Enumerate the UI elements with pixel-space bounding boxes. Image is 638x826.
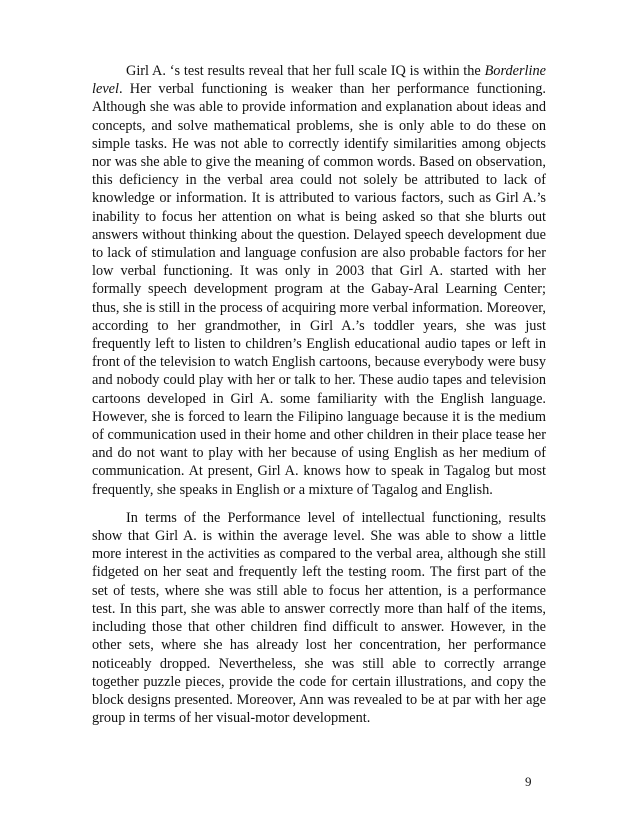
borderline-level-term: Borderline level bbox=[92, 63, 546, 98]
paragraph-1-body: . Her verbal functioning is weaker than her performance functioning. Although she was able to provide information and explanation about ideas and concepts, and solve mathematical problems, she is only able to do these on simple tasks. He was not able to correctly identify similarities among objects nor was she able to give the meaning of common words. Based on observation, this deficiency in the verbal area could not solely be attributed to lack of knowledge or information. It is attributed to various factors, such as Girl A.’s inability to focus her attention on what is being asked so that she blurts out answers without thinking about the question. Delayed speech development due to lack of stimulation and language confusion are also probable factors for her low verbal functioning. It was only in 2003 that Girl A. started with her formally speech development program at the Gabay-Aral Learning Center; thus, she is still in the process of acquiring more verbal information. Moreover, according to her grandmother, in Girl A.’s toddler years, she was just frequently left to listen to children’s English educational audio tapes or left in front of the television to watch English cartoons, because everybody were busy and nobody could play with her or talk to her. These audio tapes and television cartoons developed in Girl A. some familiarity with the English language. However, she is forced to learn the Filipino language because it is the medium of communication used in their home and other children in their place tease her and do not want to play with her because of using English as her medium of communication. At present, Girl A. knows how to speak in Tagalog but most frequently, she speaks in English or a mixture of Tagalog and English. bbox=[92, 81, 546, 498]
document-page bbox=[92, 62, 546, 727]
page-number: 9 bbox=[525, 774, 532, 789]
paragraph-performance-level: In terms of the Performance level of intellectual functioning, results show that Girl A. is within the average level. She was able to show a little more interest in the activities as compared to the verbal area, although she still fidgeted on her seat and frequently left the testing room. The first part of the set of tests, where she was still able to focus her attention, is a performance test. In this part, she was able to answer correctly more than half of the items, including those that other children find difficult to answer. However, in the other sets, where she has already lost her concentration, her performance noticeably dropped. Nevertheless, she was still able to correctly arrange together puzzle pieces, provide the code for certain illustrations, and copy the block designs presented. Moreover, Ann was revealed to be at par with her age group in terms of her visual-motor development. bbox=[92, 509, 546, 727]
paragraph-1-intro: Girl A. ‘s test results reveal that her full scale IQ is within the bbox=[126, 63, 485, 79]
paragraph-verbal-functioning bbox=[92, 62, 546, 499]
